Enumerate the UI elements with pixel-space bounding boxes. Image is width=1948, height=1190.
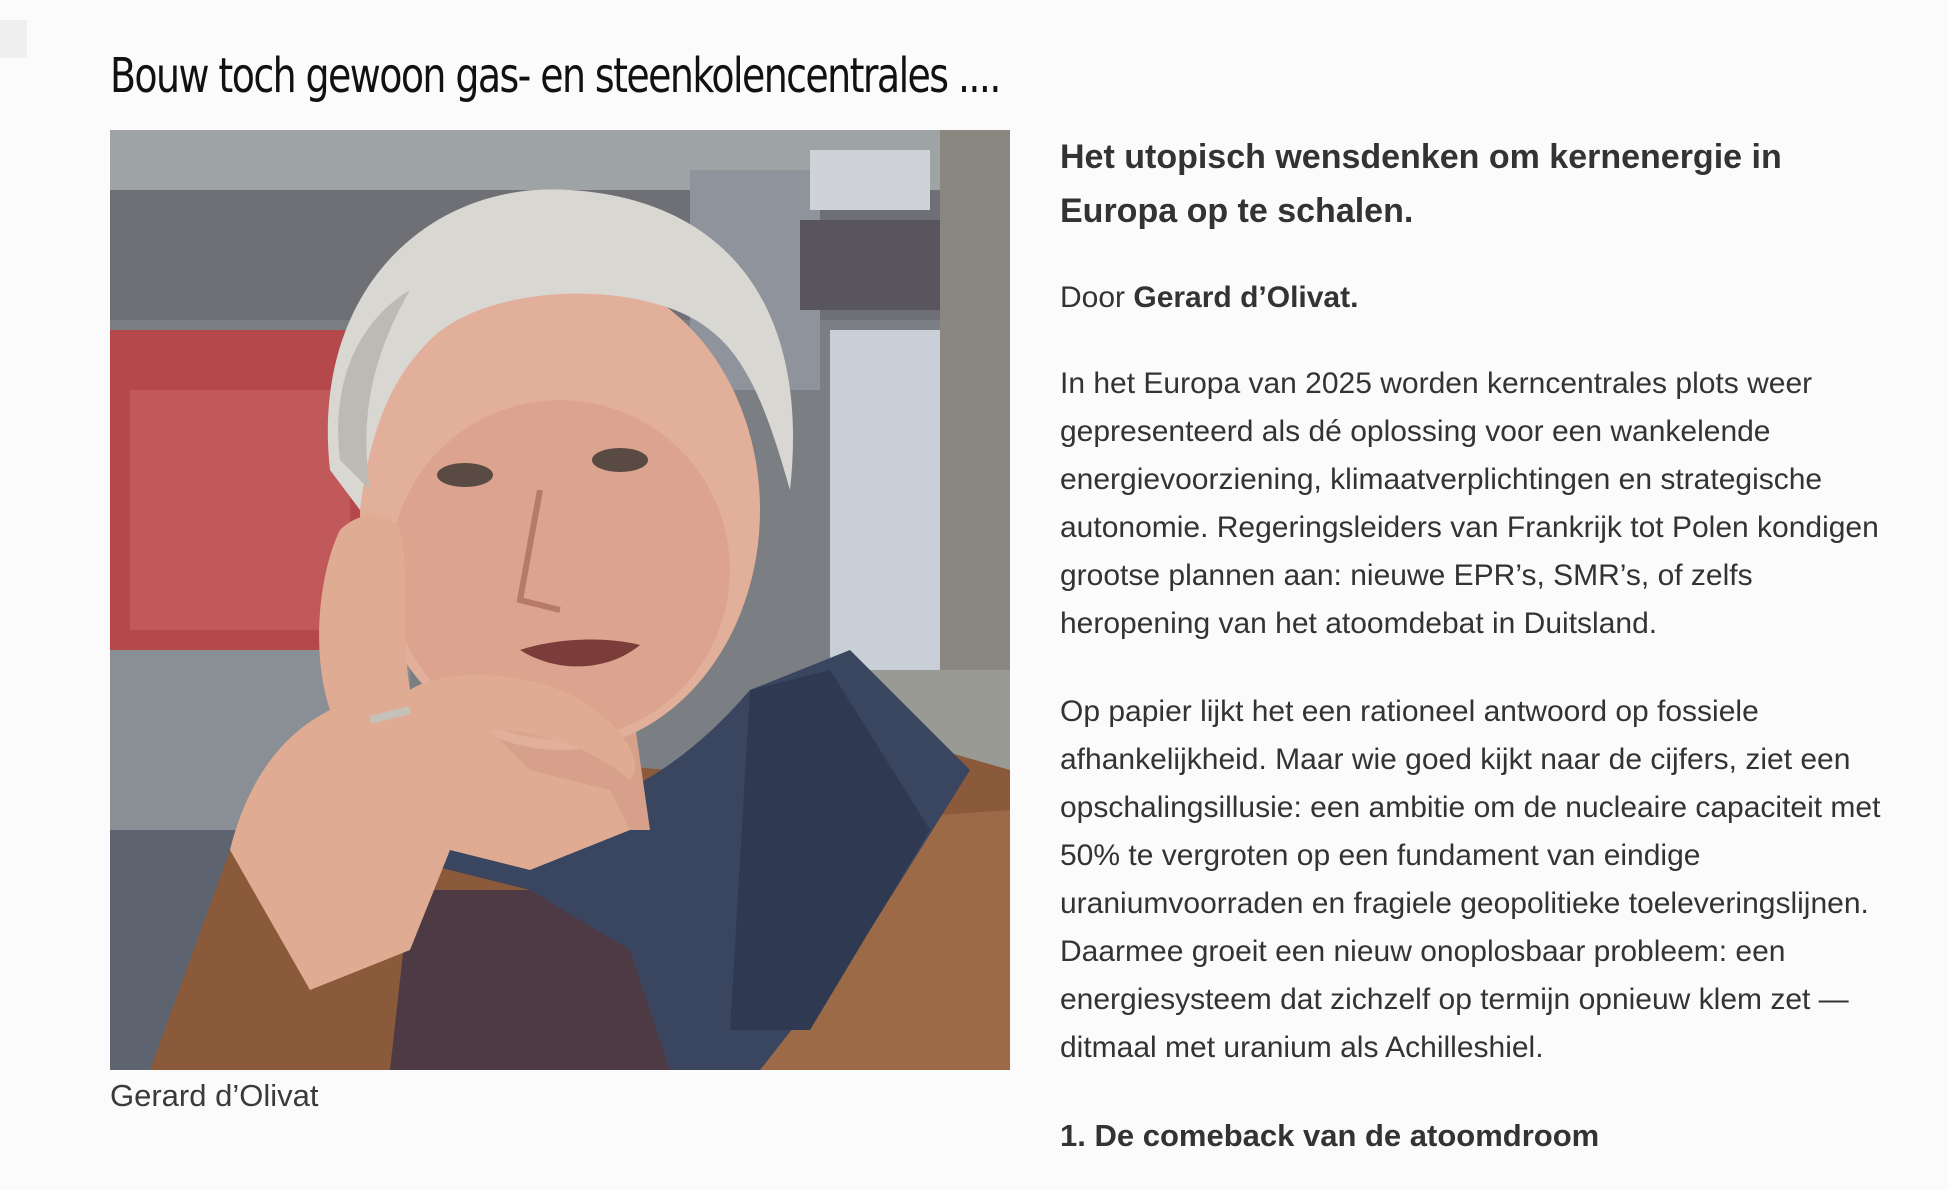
section-heading: 1. De comeback van de atoomdroom <box>1060 1118 1600 1153</box>
author-figure <box>110 130 1010 1118</box>
figure-caption: Gerard d’Olivat <box>110 1078 319 1113</box>
article-title: Bouw toch gewoon gas- en steenkolencentrales .... <box>110 48 1000 104</box>
author-portrait-image <box>110 130 1010 1070</box>
article-body <box>1060 130 1900 1160</box>
corner-tab <box>0 20 27 58</box>
byline <box>1060 274 1900 322</box>
paragraph: Op papier lijkt het een rationeel antwoord op fossiele afhankelijkheid. Maar wie goed kijkt naar de cijfers, ziet een opschalingsillusie: een ambitie om de nucleaire capaciteit met 50% te vergroten op een fundament van eindige uraniumvoorraden en fragiele geopolitieke toeleveringslijnen. Daarmee groeit een nieuw onoplosbaar probleem: een energiesysteem dat zichzelf op termijn opnieuw klem zet — ditmaal met uranium als Achilleshiel. <box>1060 695 1881 1064</box>
byline-prefix: Door <box>1060 281 1134 314</box>
article-subtitle: Het utopisch wensdenken om kernenergie in Europa op te schalen. <box>1060 138 1782 230</box>
byline-author: Gerard d’Olivat. <box>1133 281 1359 314</box>
author-photo <box>110 130 1010 1070</box>
paragraph: In het Europa van 2025 worden kerncentrales plots weer gepresenteerd als dé oplossing voor een wankelende energievoorziening, klimaatverplichtingen en strategische autonomie. Regeringsleiders van Frankrijk tot Polen kondigen grootse plannen aan: nieuwe EPR’s, SMR’s, of zelfs heropening van het atoomdebat in Duitsland. <box>1060 367 1879 640</box>
